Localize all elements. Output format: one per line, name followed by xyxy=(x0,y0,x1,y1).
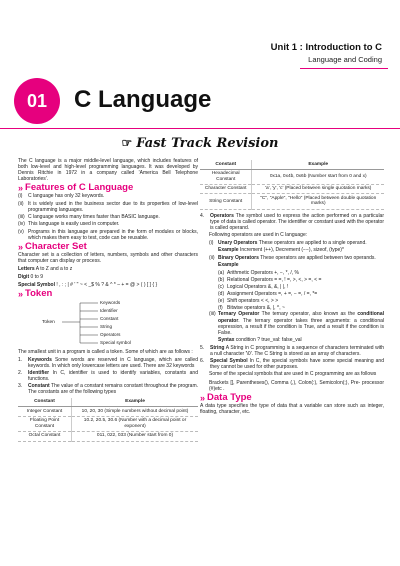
features-heading-text: Features of C Language xyxy=(25,182,134,194)
token-desc: Some words are reserved in C language, which are called keywords. In which only lowercase letters are used. There are 32 keywords xyxy=(28,356,198,369)
table-row xyxy=(18,407,198,417)
item-number: 6. xyxy=(200,358,205,365)
token-term: Keywords xyxy=(28,356,52,363)
table-row xyxy=(200,184,384,194)
ternary-syntax xyxy=(200,337,384,343)
letters-value: A to Z and a to z xyxy=(34,266,73,273)
item-number: (iv) xyxy=(18,221,25,228)
item-number: (d) xyxy=(218,290,225,297)
digit-value: 0 to 9 xyxy=(29,274,44,281)
token-type-label: Operators xyxy=(100,331,121,337)
token-type-label: Identifier xyxy=(100,307,118,313)
table-cell: Hexadecimal Constant xyxy=(200,169,252,184)
binary-operator-text: Arithmetic Operators +, −, *, /, % xyxy=(227,270,299,277)
datatype-intro: A data type specifies the type of data that a variable can store such as integer, floating, character, etc. xyxy=(200,402,384,415)
pointing-hand-icon: ☞ xyxy=(121,136,133,150)
item-number: (i) xyxy=(18,193,23,200)
constant-table-left xyxy=(18,398,198,442)
token-list-text xyxy=(28,357,198,369)
binary-operator-item xyxy=(218,305,384,311)
binary-operator-text: Logical Operators &, &, | |, ! xyxy=(227,283,289,290)
special-symbol-text: In C, the special symbols have some special meaning and they cannot be used for other purposes. xyxy=(210,358,384,371)
binary-operator-item xyxy=(218,298,384,304)
feature-text: Programs in this language are prepared in the form of modules or blocks, which makes them easy to test, code can be reusable. xyxy=(28,228,198,241)
special-symbol-item xyxy=(200,358,384,370)
feature-item xyxy=(18,221,198,227)
item-number: (v) xyxy=(18,228,24,235)
feature-item xyxy=(18,193,198,199)
token-list-text xyxy=(28,383,198,395)
left-column xyxy=(18,158,198,445)
special-symbol-term: Special Symbol xyxy=(210,358,248,365)
charset-heading-text: Character Set xyxy=(25,240,87,252)
binary-term: Binary Operators xyxy=(218,255,259,262)
chapter-number-badge: 01 xyxy=(14,78,60,124)
binary-operator-text: Relational Operators = =, ! =, >, <, > =, < = xyxy=(227,276,322,283)
token-type-label: Special symbol xyxy=(100,339,131,345)
item-number: (e) xyxy=(218,297,225,304)
token-list-item xyxy=(18,370,198,382)
table-cell: 10, 20, 30 (Simple numbers without decimal point) xyxy=(72,407,199,417)
charset-heading xyxy=(18,240,198,252)
unary-example-text: Increment (++), Decrement (−−), sizeof, (type)* xyxy=(238,247,344,254)
table-cell: 10.2, 20.5, 30.6 (Number with a decimal point or exponent) xyxy=(72,416,199,431)
double-arrow-icon: » xyxy=(18,289,24,300)
item-number: (b) xyxy=(218,276,225,283)
feature-item xyxy=(18,214,198,220)
item-number: (ii) xyxy=(18,200,24,207)
item-number: 4. xyxy=(200,212,205,219)
table-header-cell: Constant xyxy=(200,160,252,169)
operators-text: The symbol used to express the action performed on a particular type of data is called operator. The identifier or constant used with the operator is called operand. xyxy=(210,212,384,231)
table-row xyxy=(18,431,198,441)
item-number: 5. xyxy=(200,344,205,351)
token-list-item xyxy=(18,357,198,369)
token-term: Identifier xyxy=(28,370,50,376)
token-type-label: String xyxy=(100,323,113,329)
item-number: (ii) xyxy=(209,255,215,262)
feature-text: It is widely used in the business sector due to its properties of low-level programming languages. xyxy=(28,200,198,213)
unit-rule xyxy=(300,68,388,69)
token-intro: The smallest unit in a program is called a token. Some of which are as follows : xyxy=(18,348,193,355)
token-desc: The value of a constant remains constant throughout the program. The constants are of the following types xyxy=(28,383,198,396)
ternary-text-1: The ternary operator, also known as the xyxy=(259,311,358,318)
feature-text: C language works many times faster than BASIC language. xyxy=(28,214,160,221)
datatype-heading-text: Data Type xyxy=(207,391,252,403)
feature-item xyxy=(18,201,198,213)
table-cell: Octal Constant xyxy=(18,431,72,441)
string-text: A String in C programming is a sequence of characters terminated with a null character '\0'. The C String is stored as an array of characters. xyxy=(210,344,384,357)
table-cell: 011, 022, 033 (Number start from 0) xyxy=(72,431,199,441)
intro-paragraph: The C language is a major middle-level language, which includes features of both low-level and high-level programming languages. It was developed by Dennis Ritchie in 1972 in a company called 'America Bell Telephone Laboratories'. xyxy=(18,158,198,183)
unit-subtitle: Language and Coding xyxy=(308,55,382,64)
unary-term: Unary Operators xyxy=(218,240,258,247)
operators-item xyxy=(200,213,384,231)
unary-example xyxy=(200,247,384,253)
binary-operator-list xyxy=(200,270,384,311)
ternary-item xyxy=(200,311,384,335)
digit-label: Digit xyxy=(18,274,30,281)
token-heading xyxy=(18,288,198,300)
table-header-cell: Constant xyxy=(18,398,72,407)
special-value: ! , : ; | # ' " ~ < _$ % ? & ^ * – + = @ > ( ) [ ] { } xyxy=(54,282,158,289)
token-heading-text: Token xyxy=(25,288,53,300)
item-number: (a) xyxy=(218,270,225,277)
binary-operator-item xyxy=(218,270,384,276)
table-cell: String Constant xyxy=(200,194,252,209)
item-number: 1. xyxy=(18,356,23,363)
token-term: Constant xyxy=(28,383,50,390)
datatype-heading xyxy=(200,391,384,403)
operators-term: Operators xyxy=(210,212,234,219)
binary-operator-item xyxy=(218,291,384,297)
letters-line xyxy=(18,266,198,272)
special-symbol-text-3: Brackets [], Parentheses(), Comma (,), Colon(:), Semicolon(;), Pre- processor (#)etc . xyxy=(209,379,384,392)
unit-header xyxy=(271,42,382,64)
binary-text: These operators are applied between two operands. xyxy=(258,255,376,262)
item-number: (i) xyxy=(209,240,214,247)
chapter-rule xyxy=(0,128,400,129)
item-number: (iii) xyxy=(209,311,216,318)
binary-item xyxy=(200,255,384,261)
token-list xyxy=(18,357,198,396)
operators-follow: Following operators are used in C language: xyxy=(209,232,308,239)
table-cell: Character Constant xyxy=(200,184,252,194)
table-cell: 0x1a, 0x4b, 0x6b (Number start from 0 and x) xyxy=(252,169,384,184)
features-list xyxy=(18,193,198,240)
token-diagram xyxy=(18,300,198,346)
section-banner xyxy=(0,136,400,151)
features-heading xyxy=(18,182,198,194)
item-number: 2. xyxy=(18,370,23,376)
unary-item xyxy=(200,240,384,246)
binary-operator-text: Bitwise operators &, |, ^, ~ xyxy=(227,304,285,311)
binary-operator-text: Assignment Operators =, + =, − =, / =, *= xyxy=(227,290,318,297)
section-banner-text: Fast Track Revision xyxy=(136,136,279,151)
token-type-label: Constant xyxy=(100,315,119,321)
binary-operator-text: Shift operators < <, > > xyxy=(227,297,279,304)
item-number: (iii) xyxy=(18,214,25,221)
binary-operator-item xyxy=(218,284,384,290)
binary-operator-item xyxy=(218,277,384,283)
example-label: Example xyxy=(218,247,239,254)
constant-table-right xyxy=(200,160,384,210)
token-desc: In C, identifier is used to identify variables, constants and functions. xyxy=(28,370,198,383)
feature-item xyxy=(18,229,198,241)
digit-line xyxy=(18,274,198,280)
table-row xyxy=(200,169,384,184)
right-column xyxy=(200,158,384,417)
table-cell: "C", "Apple", "Hello" (Placed between double quotation marks) xyxy=(252,194,384,209)
table-cell: Integer Constant xyxy=(18,407,72,417)
double-arrow-icon: » xyxy=(18,241,24,252)
ternary-term: Ternary Operator xyxy=(218,311,260,318)
syntax-label: Syntax xyxy=(218,336,235,343)
string-term: String xyxy=(210,344,225,351)
item-number: (f) xyxy=(218,304,223,311)
token-list-item xyxy=(18,383,198,395)
table-header-cell: Example xyxy=(72,398,199,407)
table-row xyxy=(18,416,198,431)
feature-text: C language has only 32 keywords. xyxy=(28,193,105,200)
charset-intro: Character set is a collection of letters, numbers, symbols and other characters that computer can display or process. xyxy=(18,251,198,265)
letters-label: Letters xyxy=(18,266,35,273)
table-cell: Floating Point Constant xyxy=(18,416,72,431)
chapter-title: C Language xyxy=(74,86,212,113)
item-number: (c) xyxy=(218,283,224,290)
unary-text: These operators are applied to a single operand. xyxy=(257,240,367,247)
item-number: 3. xyxy=(18,383,23,390)
example-label: Example xyxy=(218,262,239,268)
syntax-text: condition ? true_val: false_val xyxy=(234,336,302,343)
binary-example-label xyxy=(200,262,384,268)
conditional-term: conditional operator xyxy=(218,311,384,324)
token-root-label: Token xyxy=(42,319,55,325)
special-label: Special Symbol xyxy=(18,282,55,289)
table-header-cell: Example xyxy=(252,160,384,169)
special-symbol-text-2: Some of the special symbols that are used in C programming are as follows xyxy=(209,371,377,378)
unit-title: Unit 1 : Introduction to C xyxy=(270,42,382,53)
token-list-text xyxy=(28,370,198,382)
ternary-text-2: . The ternary operator takes three arguments: a conditional expression, a result if the condition is True, and a result if the condition is False. xyxy=(218,317,384,336)
feature-text: This language is easily used in computer. xyxy=(28,221,120,228)
token-type-label: Keywords xyxy=(100,299,121,305)
table-cell: 'a', 'y', 'c' (Placed between single quotation marks) xyxy=(252,184,384,194)
double-arrow-icon: » xyxy=(18,183,24,194)
string-item xyxy=(200,345,384,357)
double-arrow-icon: » xyxy=(200,392,206,403)
table-row xyxy=(200,194,384,209)
